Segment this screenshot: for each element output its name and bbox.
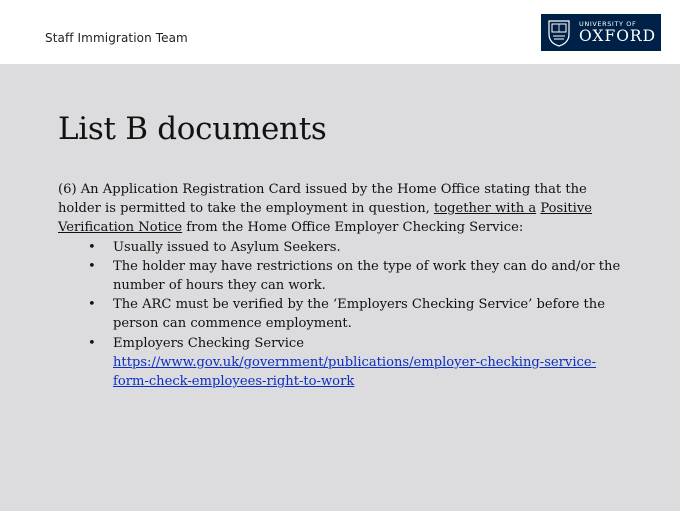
slide-title: List B documents [58, 111, 327, 147]
university-logo [541, 14, 661, 51]
logo-oxford: OXFORD [579, 27, 657, 45]
header-bar [0, 0, 680, 64]
list-item [58, 334, 628, 392]
bullet-text: Usually issued to Asylum Seekers. [113, 239, 341, 255]
intro-text-2: from the Home Office Employer Checking Service: [182, 220, 524, 236]
list-item [58, 295, 628, 333]
intro-underline-pvn: Positive Verification Notice [58, 201, 592, 236]
oxford-crest-icon [545, 17, 573, 48]
bullet-text: Employers Checking Service [113, 335, 304, 351]
bullet-icon: • [88, 258, 96, 274]
intro-paragraph [58, 180, 628, 238]
employer-checking-link[interactable]: https://www.gov.uk/government/publications/employer-checking-service-form-check-employees-right-to-work [113, 354, 597, 390]
bullet-text: The holder may have restrictions on the type of work they can do and/or the number of hours they can work. [113, 258, 621, 294]
bullet-icon: • [88, 335, 96, 351]
slide-content [0, 64, 680, 511]
slide-body [58, 180, 628, 391]
logo-university-of: UNIVERSITY OF [579, 19, 637, 28]
bullet-list [58, 238, 628, 392]
intro-underline-together: together with a [433, 201, 537, 217]
bullet-icon: • [88, 239, 96, 255]
team-label: Staff Immigration Team [45, 31, 188, 45]
bullet-icon: • [88, 297, 96, 313]
intro-text-1: (6) An Application Registration Card issued by the Home Office stating that the holder is permitted to take the employment in question, [58, 182, 587, 217]
list-item [58, 238, 628, 257]
bullet-text: The ARC must be verified by the ‘Employers Checking Service’ before the person can commence employment. [113, 297, 605, 332]
list-item [58, 257, 628, 295]
